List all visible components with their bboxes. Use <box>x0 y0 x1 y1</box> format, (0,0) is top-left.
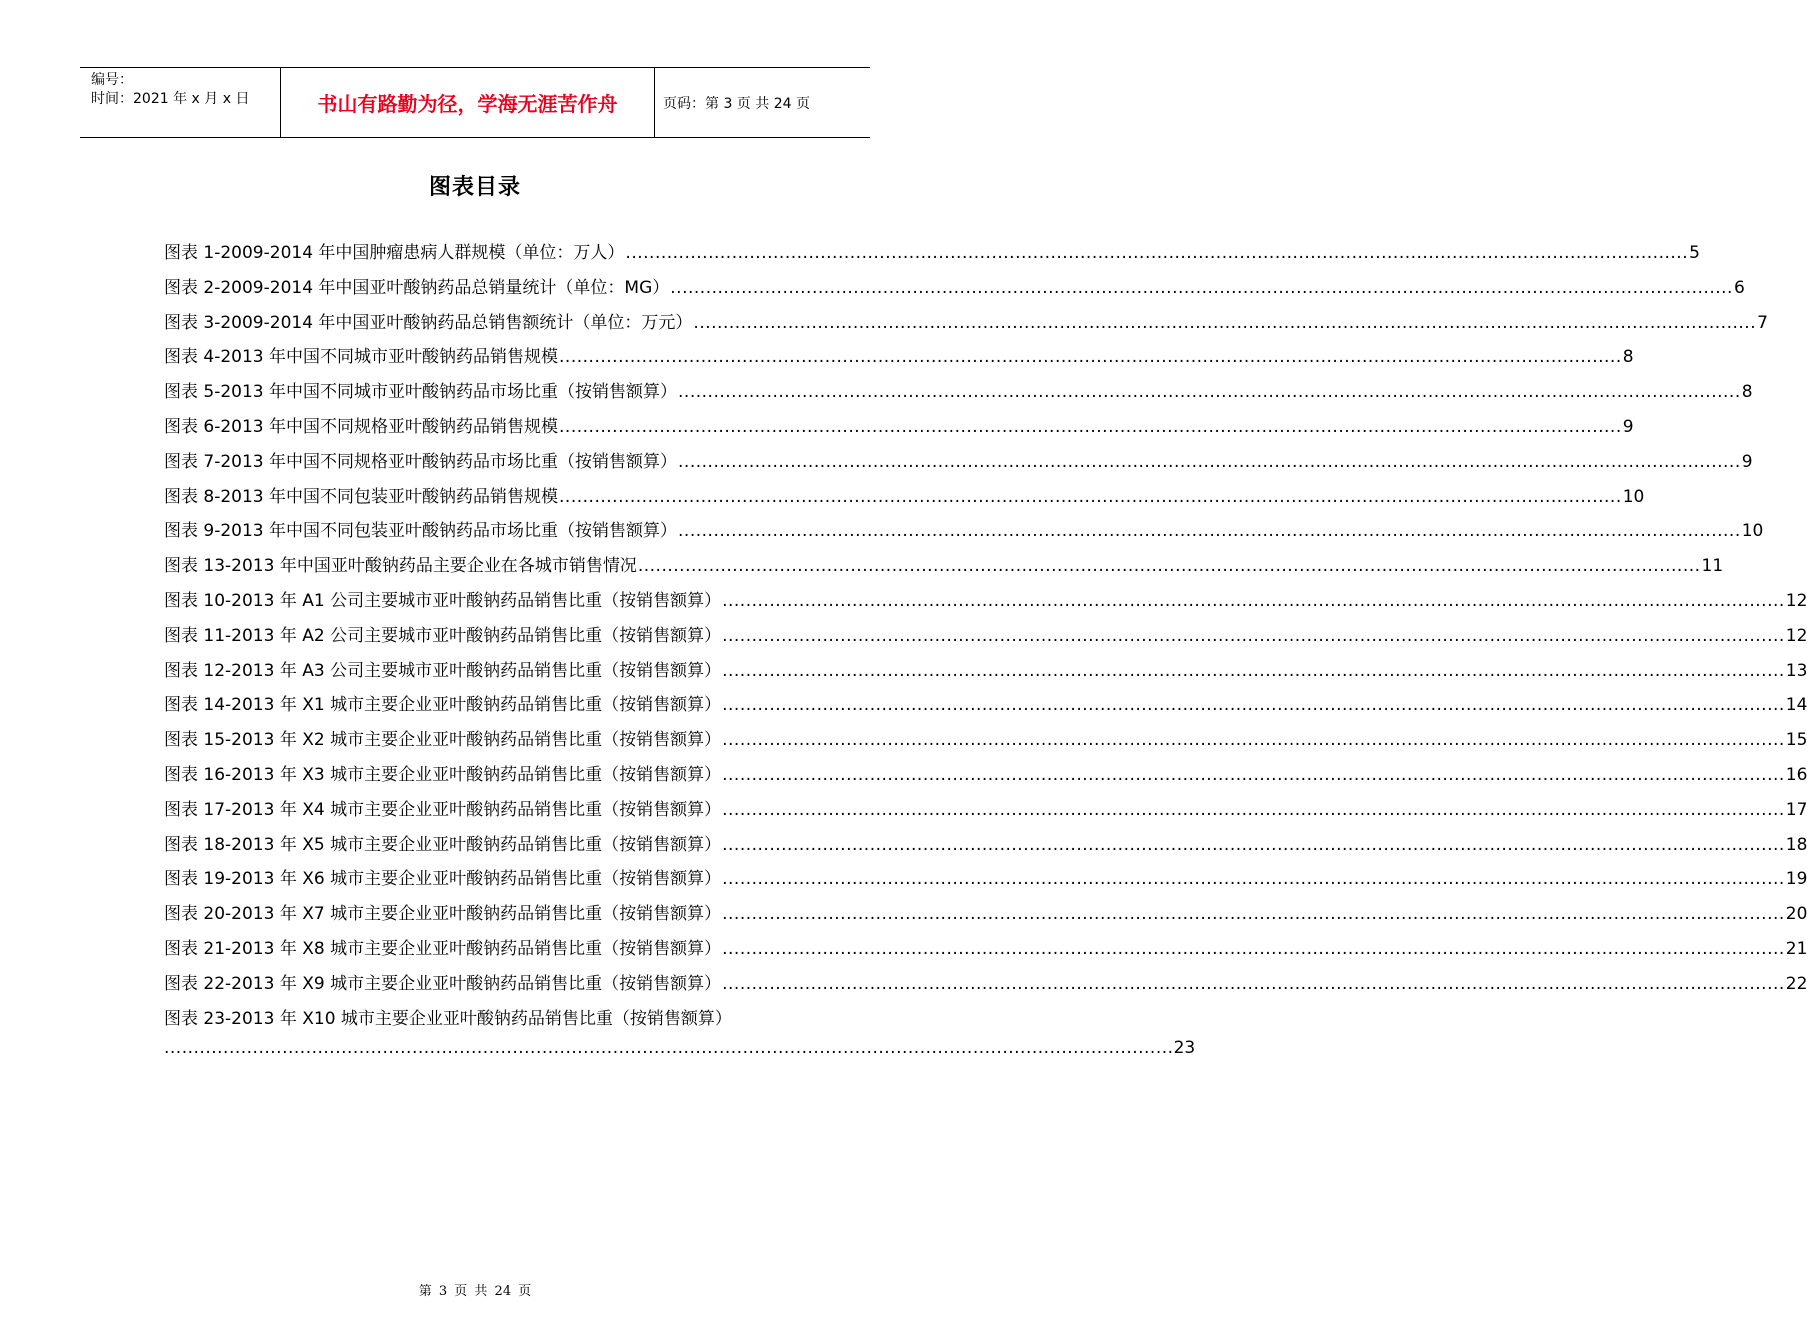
toc-entry[interactable] <box>164 760 1807 795</box>
page-header <box>80 67 870 138</box>
page-title: 图表目录 <box>428 175 521 200</box>
toc-leader-dots <box>722 661 1785 681</box>
toc-entry[interactable] <box>164 412 1634 447</box>
toc-entry-title: 图表 9-2013 年中国不同包装亚叶酸钠药品市场比重（按销售额算） <box>164 521 678 542</box>
toc-entry-title: 图表 19-2013 年 X6 城市主要企业亚叶酸钠药品销售比重（按销售额算） <box>164 869 722 890</box>
toc-entry[interactable] <box>164 899 1807 934</box>
toc-leader-dots <box>722 800 1785 820</box>
toc-entry[interactable] <box>164 551 1724 586</box>
toc-leader-dots <box>559 347 1622 367</box>
toc-leader-dots <box>638 556 1701 576</box>
toc-entry-page: 7 <box>1757 312 1768 333</box>
toc-leader-dots <box>678 382 1741 402</box>
toc-leader-dots <box>670 278 1733 298</box>
toc-entry-title: 图表 2-2009-2014 年中国亚叶酸钠药品总销量统计（单位：MG） <box>164 277 670 298</box>
toc-leader-dots <box>678 452 1741 472</box>
toc-leader-dots <box>722 939 1785 959</box>
toc-entry[interactable] <box>164 725 1807 760</box>
toc-entry-page: 5 <box>1689 243 1700 263</box>
toc-entry[interactable] <box>164 342 1634 377</box>
toc-entry[interactable] <box>164 482 1645 517</box>
toc-entry-page: 12 <box>1785 590 1807 611</box>
toc-entry-page: 9 <box>1741 451 1753 472</box>
toc-entry-page: 8 <box>1741 382 1753 403</box>
toc-leader-dots <box>722 869 1785 889</box>
toc-entry-title: 图表 15-2013 年 X2 城市主要企业亚叶酸钠药品销售比重（按销售额算） <box>164 730 722 751</box>
toc-entry-title: 图表 6-2013 年中国不同规格亚叶酸钠药品销售规模 <box>164 416 559 437</box>
toc-entry-page: 11 <box>1701 556 1724 577</box>
toc-entry-title: 图表 14-2013 年 X1 城市主要企业亚叶酸钠药品销售比重（按销售额算） <box>164 695 722 716</box>
toc-entry-title: 图表 21-2013 年 X8 城市主要企业亚叶酸钠药品销售比重（按销售额算） <box>164 938 722 959</box>
toc-entry-title: 图表 5-2013 年中国不同城市亚叶酸钠药品市场比重（按销售额算） <box>164 382 678 403</box>
toc-entry[interactable] <box>164 621 1807 656</box>
toc-entry[interactable] <box>164 864 1807 899</box>
toc-entry-page: 14 <box>1785 695 1807 716</box>
toc-entry-last[interactable] <box>164 1004 1196 1074</box>
page-footer: 第 3 页 共 24 页 <box>418 1284 532 1299</box>
toc-leader-dots <box>678 521 1741 541</box>
toc-entry-page: 10 <box>1741 521 1764 542</box>
toc-leader-dots <box>722 730 1785 750</box>
header-number: 编号： <box>91 72 133 88</box>
header-motto: 书山有路勤为径，学海无涯苦作舟 <box>281 68 655 137</box>
toc-leader-dots <box>722 626 1785 646</box>
toc-entry-page: 9 <box>1622 416 1634 437</box>
toc-entry-page: 15 <box>1785 730 1807 751</box>
toc-leader-dots <box>625 243 1688 263</box>
toc-entry-page: 10 <box>1622 486 1645 507</box>
toc-entry[interactable] <box>164 690 1807 725</box>
toc-leader-dots <box>722 904 1785 924</box>
header-time: 时间：2021 年 x 月 x 日 <box>91 91 250 107</box>
toc-entry-title: 图表 11-2013 年 A2 公司主要城市亚叶酸钠药品销售比重（按销售额算） <box>164 625 722 646</box>
toc-entry-title: 图表 8-2013 年中国不同包装亚叶酸钠药品销售规模 <box>164 486 559 507</box>
toc-leader-dots <box>559 487 1622 507</box>
toc-entry[interactable] <box>164 238 1700 273</box>
toc-entry-title: 图表 1-2009-2014 年中国肿瘤患病人群规模（单位：万人） <box>164 243 625 263</box>
toc-leader-dots <box>722 765 1785 785</box>
toc-entry-page: 18 <box>1785 834 1807 855</box>
toc-entry-title: 图表 12-2013 年 A3 公司主要城市亚叶酸钠药品销售比重（按销售额算） <box>164 660 722 681</box>
toc-entry-page: 19 <box>1785 869 1807 890</box>
table-of-figures <box>164 238 1807 1073</box>
header-meta <box>80 68 281 137</box>
toc-entry-title: 图表 4-2013 年中国不同城市亚叶酸钠药品销售规模 <box>164 347 559 368</box>
toc-entry-title: 图表 16-2013 年 X3 城市主要企业亚叶酸钠药品销售比重（按销售额算） <box>164 764 722 785</box>
toc-entry-page: 16 <box>1785 764 1807 785</box>
toc-entry[interactable] <box>164 447 1753 482</box>
toc-entry-page: 6 <box>1733 277 1745 298</box>
toc-entry-page: 8 <box>1622 347 1634 368</box>
toc-entry-title: 图表 7-2013 年中国不同规格亚叶酸钠药品市场比重（按销售额算） <box>164 451 678 472</box>
toc-entry[interactable] <box>164 308 1768 343</box>
toc-entry[interactable] <box>164 377 1753 412</box>
toc-entry-page: 21 <box>1785 938 1807 959</box>
toc-entry-title: 图表 23-2013 年 X10 城市主要企业亚叶酸钠药品销售比重（按销售额算） <box>164 1008 732 1029</box>
toc-entry[interactable] <box>164 273 1745 308</box>
toc-leader-dots: ........................................................................................................................................................................... <box>164 1038 1174 1059</box>
toc-entry-title: 图表 10-2013 年 A1 公司主要城市亚叶酸钠药品销售比重（按销售额算） <box>164 590 722 611</box>
toc-leader-dots <box>722 974 1785 994</box>
toc-entry-title: 图表 17-2013 年 X4 城市主要企业亚叶酸钠药品销售比重（按销售额算） <box>164 799 722 820</box>
toc-entry-leader-row <box>164 1038 1196 1073</box>
toc-entry-title: 图表 13-2013 年中国亚叶酸钠药品主要企业在各城市销售情况 <box>164 556 637 577</box>
toc-entry-title: 图表 20-2013 年 X7 城市主要企业亚叶酸钠药品销售比重（按销售额算） <box>164 904 722 925</box>
toc-entry-page: 13 <box>1785 660 1807 681</box>
toc-entry-page: 23 <box>1173 1038 1196 1059</box>
toc-leader-dots <box>722 695 1785 715</box>
toc-entry[interactable] <box>164 516 1764 551</box>
toc-entry[interactable] <box>164 934 1807 969</box>
toc-entry-page: 12 <box>1785 625 1807 646</box>
toc-entry-page: 22 <box>1785 973 1807 994</box>
toc-entry[interactable] <box>164 586 1807 621</box>
toc-entry-title: 图表 22-2013 年 X9 城市主要企业亚叶酸钠药品销售比重（按销售额算） <box>164 973 722 994</box>
toc-leader-dots <box>722 835 1785 855</box>
toc-leader-dots <box>559 417 1622 437</box>
toc-entry[interactable] <box>164 969 1807 1004</box>
toc-entry-title: 图表 18-2013 年 X5 城市主要企业亚叶酸钠药品销售比重（按销售额算） <box>164 834 722 855</box>
toc-leader-dots <box>722 591 1785 611</box>
toc-entry[interactable] <box>164 656 1807 691</box>
toc-entry-page: 17 <box>1785 799 1807 820</box>
toc-leader-dots <box>693 313 1756 333</box>
toc-entry[interactable] <box>164 830 1807 865</box>
header-page-info: 页码：第 3 页 共 24 页 <box>663 95 810 112</box>
toc-entry-page: 20 <box>1785 904 1807 925</box>
toc-entry-title: 图表 3-2009-2014 年中国亚叶酸钠药品总销售额统计（单位：万元） <box>164 312 693 333</box>
toc-entry[interactable] <box>164 795 1807 830</box>
